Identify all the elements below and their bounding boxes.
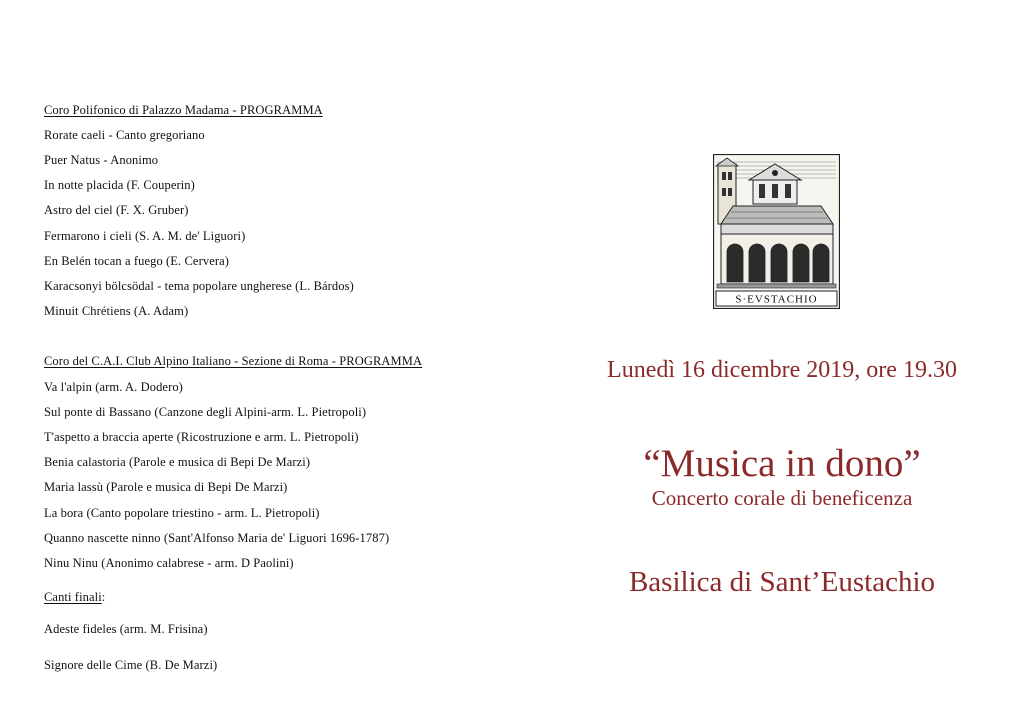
program-1-item: Karacsonyi bölcsödal - tema popolare ungherese (L. Bárdos) xyxy=(44,279,354,293)
program-1-item: Astro del ciel (F. X. Gruber) xyxy=(44,203,189,217)
emblem-caption: S·EVSTACHIO xyxy=(735,293,818,306)
program-2-item: Maria lassù (Parole e musica di Bepi De Marzi) xyxy=(44,480,288,494)
program-1-item: In notte placida (F. Couperin) xyxy=(44,178,195,192)
event-venue: Basilica di Sant’Eustachio xyxy=(628,566,936,598)
event-date: Lunedì 16 dicembre 2019, ore 19.30 xyxy=(607,357,957,383)
finale-header xyxy=(44,590,105,604)
event-subtitle: Concerto corale di beneficenza xyxy=(651,486,913,510)
program-1-item: Rorate caeli - Canto gregoriano xyxy=(44,128,205,142)
program-1-item: Minuit Chrétiens (A. Adam) xyxy=(44,304,189,318)
program-2-item: Va l'alpin (arm. A. Dodero) xyxy=(44,380,183,394)
program-2-item: Benia calastoria (Parole e musica di Bepi De Marzi) xyxy=(44,455,311,469)
finale-item: Adeste fideles (arm. M. Frisina) xyxy=(44,622,208,636)
program-1-header: Coro Polifonico di Palazzo Madama - PROGRAMMA xyxy=(44,103,323,117)
finale-header-label: Canti finali xyxy=(44,590,102,604)
church-emblem-image xyxy=(713,154,840,309)
program-2-header: Coro del C.A.I. Club Alpino Italiano - Sezione di Roma - PROGRAMMA xyxy=(44,354,423,368)
program-2-item: T'aspetto a braccia aperte (Ricostruzione e arm. L. Pietropoli) xyxy=(44,430,359,444)
program-2-item: Ninu Ninu (Anonimo calabrese - arm. D Paolini) xyxy=(44,556,294,570)
program-2-item: Quanno nascette ninno (Sant'Alfonso Maria de' Liguori 1696-1787) xyxy=(44,531,390,545)
program-1-item: En Belén tocan a fuego (E. Cervera) xyxy=(44,254,230,268)
finale-item: Signore delle Cime (B. De Marzi) xyxy=(44,658,218,672)
program-1-item: Puer Natus - Anonimo xyxy=(44,153,159,167)
event-title: “Musica in dono” xyxy=(643,442,921,485)
program-2-item: La bora (Canto popolare triestino - arm. L. Pietropoli) xyxy=(44,506,320,520)
program-1-item: Fermarono i cieli (S. A. M. de' Liguori) xyxy=(44,229,246,243)
program-2-item: Sul ponte di Bassano (Canzone degli Alpini-arm. L. Pietropoli) xyxy=(44,405,367,419)
finale-header-colon: : xyxy=(101,590,106,604)
